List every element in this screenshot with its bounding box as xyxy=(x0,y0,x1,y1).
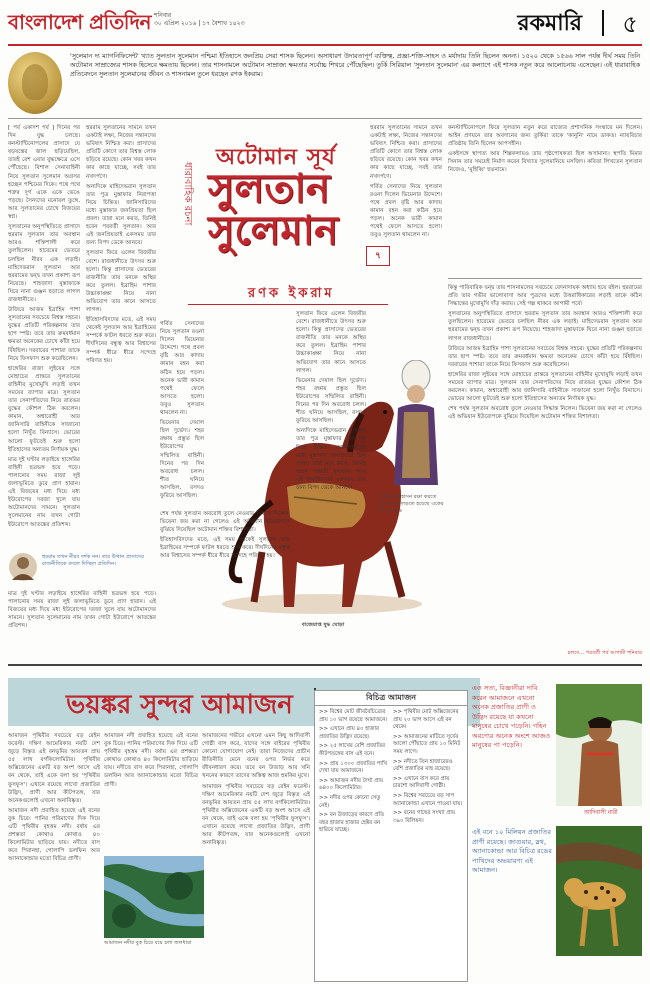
amazon-river-photo xyxy=(104,856,204,938)
article-column-1-continued xyxy=(8,590,156,652)
article-paragraph: সুলতানের অনুপস্থিতিতে প্রাসাদে হুররাম সুলতান তার অবস্থান আরও শক্তিশালী করে তুলছিলেন। হারেমের ভেতরে চলছিল নীরব এক লড়াই। মাহিদেভরান সুলতান আর হুররামের দ্বন্দ্ব তখন প্রকাশ্য রূপ নিয়েছে। শাহজাদা মুস্তাফাকে ঘিরে নানা গুঞ্জন ছড়াতে লাগল রাজধানীতে। xyxy=(448,311,642,342)
dateline xyxy=(154,12,244,28)
fact-item: >> ২৫ লাখের বেশি প্রজাতির কীটপতঙ্গের বাস এই বনে। xyxy=(319,743,386,757)
fact-item: >> নদীর ওপর কোনো সেতু নেই। xyxy=(319,794,381,809)
article-paragraph: আমাজন পৃথিবীর সবচেয়ে বড় রেইন ফরেস্ট। দক্ষিণ আমেরিকার নয়টি দেশ জুড়ে বিস্তৃত এই বনভূমির আয়তন প্রায় ৫৫ লাখ বর্গকিলোমিটার। পৃথিবীর অক্সিজেনের একটি বড় অংশ আসে এই বন থেকে, তাই একে বলা হয় 'পৃথিবীর ফুসফুস'। এখানে রয়েছে লাখো প্রজাতির উদ্ভিদ, প্রাণী আর কীটপতঙ্গ, যার অনেকগুলোই এখনো অনাবিষ্কৃত। xyxy=(202,783,310,847)
byline-rule xyxy=(188,304,388,305)
quote-box xyxy=(8,550,156,584)
tribe-credit: আদিবাসী নারী xyxy=(584,810,618,816)
horse-caption: বাজেয়াপ্ত যুদ্ধ ঘোড়া xyxy=(301,622,345,628)
feature-middle-column xyxy=(296,310,366,650)
article-paragraph: মাত্র দুই ঘণ্টার লড়াইয়ে হাঙ্গেরির বাহিনী ছত্রভঙ্গ হয়ে পড়ে। পালানোর সময় রাজা লুই জলাভূমিতে ডুবে প্রাণ হারান। এই বিজয়ের মধ্য দিয়ে মধ্য ইউরোপের দরজা খুলে যায় অটোমানদের সামনে। সুলতান সুলেমানের নাম তখন গোটা ইউরোপে আতঙ্কের প্রতিশব্দ। xyxy=(8,456,80,528)
intro-divider xyxy=(8,118,642,119)
facts-box xyxy=(314,690,468,982)
article-paragraph: সুলতান ফিরে এলেন বিজয়ীর বেশে। রাজধানীতে উৎসব শুরু হলো। কিন্তু প্রাসাদের ভেতরের রাজনীতি তার মনকে অস্থির করে তুলল। ইব্রাহিম পাশার উচ্চাকাঙ্ক্ষা নিয়ে নানা অভিযোগ তার কানে আসতে লাগল। xyxy=(296,311,366,374)
page-number: ৫ xyxy=(622,10,638,38)
amazon-column-3 xyxy=(202,732,310,980)
feature-byline: রণক ইকরাম xyxy=(248,286,335,301)
header-divider xyxy=(602,10,604,36)
article-paragraph: ভিয়েনার দেয়াল ছিল দুর্ভেদ্য। শহর রক্ষায় প্রস্তুত ছিল ইউরোপের সম্মিলিত বাহিনী। দিনের পর দিন অবরোধ চলল। শীত ঘনিয়ে আসছিল, রসদও ফুরিয়ে আসছিল। xyxy=(296,377,366,425)
feature-title: সুলতান সুলেমান xyxy=(208,165,338,254)
article-paragraph: অন্যদিকে মাহিদেভরান সুলতান তার পুত্র মুস্তাফার নিরাপত্তা নিয়ে চিন্তিত। জানিসারিদের মধ্যে মুস্তাফার জনপ্রিয়তা ছিল প্রবল। তারা মনে করত, তিনিই হবেন পরবর্তী সুলতান। আর এই জনপ্রিয়তাই একসময় তার জন্য বিপদ ডেকে আনবে। xyxy=(296,428,366,491)
red-caption: এও সত্য, বিজ্ঞানীরা দাবি করেন আমাজনে এখনো অনেক প্রজাতির প্রাণী ও উদ্ভিদ রয়েছে যা কখনো মানুষের চোখে পড়েনি। গহিন অরণ্যের অনেক অংশে আজও মানুষের পা পড়েনি। xyxy=(472,684,551,749)
page-header xyxy=(8,6,642,46)
fact-item: >> বনের গাছের সংখ্যা প্রায় ৩৯০ বিলিয়ন। xyxy=(393,810,456,824)
feature-lower-column xyxy=(160,510,290,650)
article-paragraph: হাঙ্গেরির রাজা লুইয়ের সঙ্গে মোহাচের প্রান্তরে সুলতানের বাহিনীর মুখোমুখি লড়াই তখন সময়ের ব্যাপার মাত্র। সুলতান তার সেনাপতিদের নিয়ে রাতভর যুদ্ধের কৌশল ঠিক করলেন। কামান, অশ্বারোহী আর জানিসারি বাহিনীকে সাজানো হলো নিখুঁত বিন্যাসে। ভোরের আলো ফুটতেই শুরু হলো ইতিহাসের অন্যতম নির্ণায়ক যুদ্ধ। xyxy=(8,365,80,453)
fact-item: >> আমাজন নদীর দৈর্ঘ্য প্রায় ৬৪০০ কিলোমিটার। xyxy=(319,777,383,792)
article-paragraph: হুররাম সুলতানের সামনে তখন একটাই লক্ষ্য, নিজের সন্তানদের ভবিষ্যৎ নিশ্চিত করা। প্রাসাদের প্রতিটি কোণে তার বিশ্বস্ত লোক ছড়িয়ে রয়েছে। কোন খবর কখন কার কাছে যাচ্ছে, সবই তার নখদর্পণে। xyxy=(370,125,442,180)
fact-item: >> বিশ্বের মোট জীববৈচিত্র্যের প্রায় ১০ ভাগ রয়েছে আমাজনে। xyxy=(319,709,388,723)
sultan-figure-illustration xyxy=(388,360,444,490)
feature-series-label: ধারাবাহিক রচনা xyxy=(182,162,193,226)
amazon-column-2 xyxy=(104,732,198,852)
section-separator xyxy=(8,664,642,666)
fact-item: >> আমাজনের মাটিতে সূর্যের আলো পৌঁছাতে প্রায় ১০ মিনিট সময় লাগে। xyxy=(393,733,461,755)
continued-note: চলবে... পরবর্তী পর্ব আগামী শনিবার xyxy=(567,650,642,656)
article-paragraph: [ পর্ব একাদশ পর্ব ] দিনের পর দিন যুদ্ধ চলছে। কনস্টান্টিনোপলের প্রাসাদে যে ষড়যন্ত্রের জাল ছড়িয়েছিল, তারই রেশ এবার যুদ্ধক্ষেত্রে এসে পৌঁছেছে। বিশাল সেনাবাহিনী নিয়ে সুলতান সুলেমান অগ্রসর হচ্ছেন পশ্চিমের দিকে। পথে পথে শত্রুর দুর্গ একে একে ভেঙে পড়ছে। সৈন্যদের মনোবল তুঙ্গে, আর সুলতানের চোখে বিজয়ের স্বপ্ন। xyxy=(8,125,80,221)
article-column-1 xyxy=(8,124,80,544)
column-divider xyxy=(448,278,642,279)
intro-text: 'সুলেমান দ্য ম্যাগনিফিসেন্ট' খ্যাত সুলতান সুলেমান পশ্চিমা ইতিহাসে জনপ্রিয় সেরা শাসক ছিলেন। অসাধারণ উদারতাপূর্ণ ব্যক্তিত্ব, প্রজ্ঞা-শক্তি-সাহস ও মর্যাদায় তিনি ছিলেন অনন্য। ১৫২০ থেকে ১৫৬৬ সাল পর্যন্ত দীর্ঘ সময় তিনি অটোমান সাম্রাজ্যের শাসক হিসেবে ক্ষমতায় ছিলেন। তার শাসনামলে অটোমান সাম্রাজ্য ক্ষমতার সর্বোচ্চ শিখরে পৌঁছেছিল। তুর্কি সিরিয়াল 'সুলতান সুলেমান' এর কল্যাণে এই শাসক নতুন করে আলোচনায় এসেছেন। এই ধারাবাহিক প্রতিবেদনে সুলতান সুলেমানের জীবন ও শাসনামল তুলে ধরছেন রণক ইকরাম। xyxy=(70,53,640,78)
feature-right-column xyxy=(370,124,442,320)
blue-caption: এই বনে ১০ মিলিয়ন প্রজাতির প্রাণী রয়েছে। জাগুয়ার, স্লথ, অ্যানাকোন্ডা আর বিচিত্র রঙের পাখিদের অভয়ারণ্য এই আমাজন। xyxy=(472,828,552,874)
article-paragraph: অন্যদিকে মাহিদেভরান সুলতান তার পুত্র মুস্তাফার নিরাপত্তা নিয়ে চিন্তিত। জানিসারিদের মধ্যে মুস্তাফার জনপ্রিয়তা ছিল প্রবল। তারা মনে করত, তিনিই হবেন পরবর্তী সুলতান। আর এই জনপ্রিয়তাই একসময় তার জন্য বিপদ ডেকে আনবে। xyxy=(86,183,156,247)
article-paragraph: কিন্তু পারিবারিক দ্বন্দ্ব তার শাসনামলের সবচেয়ে বেদনাদায়ক অধ্যায় হয়ে রইল। হুররামের প্রতি তার গভীর ভালোবাসা আর পুত্রদের মধ্যে উত্তরাধিকারের লড়াই তাকে কঠিন সিদ্ধান্তের মুখোমুখি দাঁড় করায়। সেই গল্প থাকবে আগামী পর্বে। xyxy=(448,285,642,308)
fact-item: >> এখানে প্রায় ৪০ হাজার প্রজাতির উদ্ভিদ রয়েছে। xyxy=(319,726,379,740)
article-paragraph: আমাজন নদী প্রবাহিত হয়েছে এই বনের বুক চিরে। পানির পরিমাণের দিক দিয়ে এটি পৃথিবীর বৃহত্তম নদী। বর্ষায় এর প্রশস্ততা কোথাও কোথাও ৪০ কিলোমিটার ছাড়িয়ে যায়। নদীতে বাস করে পিরানহা, গোলাপি ডলফিন আর অ্যানাকোন্ডার মতো বিচিত্র প্রাণী। xyxy=(104,733,198,788)
article-paragraph: মাত্র দুই ঘণ্টার লড়াইয়ে হাঙ্গেরির বাহিনী ছত্রভঙ্গ হয়ে পড়ে। পালানোর সময় রাজা লুই জলাভূমিতে ডুবে প্রাণ হারান। এই বিজয়ের মধ্য দিয়ে মধ্য ইউরোপের দরজা খুলে যায় অটোমানদের সামনে। সুলতান সুলেমানের নাম তখন গোটা ইউরোপে আতঙ্কের প্রতিশব্দ। xyxy=(8,591,156,630)
article-paragraph: শেষ পর্যন্ত সুলতান অবরোধ তুলে নেওয়ার সিদ্ধান্ত নিলেন। ভিয়েনা জয় করা না গেলেও এই অভিযান ইউরোপকে বুঝিয়ে দিয়েছিল অটোমান শক্তির বিশালতা। xyxy=(160,511,290,534)
amazon-title: ভয়ঙ্কর সুন্দর আমাজন xyxy=(66,690,293,720)
article-paragraph: উজিরে আজম ইব্রাহিম পাশা সুলতানের সবচেয়ে বিশ্বস্ত সহচর। যুদ্ধের প্রতিটি পরিকল্পনায় তার ছাপ স্পষ্ট। তবে তার ক্রমবর্ধমান ক্ষমতা অনেকের চোখে কাঁটা হয়ে বিঁধছিল। দরবারের পাশারা তাকে নিয়ে ফিসফাস শুরু করেছিলেন। xyxy=(8,307,80,362)
article-column-4 xyxy=(448,124,642,274)
article-paragraph: উজিরে আজম ইব্রাহিম পাশা সুলতানের সবচেয়ে বিশ্বস্ত সহচর। যুদ্ধের প্রতিটি পরিকল্পনায় তার ছাপ স্পষ্ট। তবে তার ক্রমবর্ধমান ক্ষমতা অনেকের চোখে কাঁটা হয়ে বিঁধছিল। দরবারের পাশারা তাকে নিয়ে ফিসফাস শুরু করেছিলেন। xyxy=(448,345,642,368)
article-paragraph: একইসঙ্গে স্থাপত্য আর শিল্পকলায়ও তার পৃষ্ঠপোষকতা ছিল অসামান্য। স্থপতি মিমার সিনান তার সময়েই নির্মাণ করেন বিখ্যাত সুলেমানিয়ে মসজিদ। কবিতা লিখতেন সুলতান নিজেও, 'মুহিব্বি' ছদ্মনামে। xyxy=(448,151,642,174)
coin-portrait xyxy=(22,64,48,100)
fact-item: >> পৃথিবীর মোট অক্সিজেনের প্রায় ২০ ভাগ আসে এই বন থেকে। xyxy=(393,709,459,731)
intro-block xyxy=(8,50,642,116)
article-paragraph: আমাজন পৃথিবীর সবচেয়ে বড় রেইন ফরেস্ট। দক্ষিণ আমেরিকার নয়টি দেশ জুড়ে বিস্তৃত এই বনভূমির আয়তন প্রায় ৫৫ লাখ বর্গকিলোমিটার। পৃথিবীর অক্সিজেনের একটি বড় অংশ আসে এই বন থেকে, তাই একে বলা হয় 'পৃথিবীর ফুসফুস'। এখানে রয়েছে লাখো প্রজাতির উদ্ভিদ, প্রাণী আর কীটপতঙ্গ, যার অনেকগুলোই এখনো অনাবিষ্কৃত। xyxy=(8,733,100,804)
masthead: বাংলাদেশ প্রতিদিন xyxy=(8,10,151,34)
installment-badge: ৭ xyxy=(366,246,390,266)
right-caption: সোনার সিংহাসন রক্ষা করতে সুলতানকে লড়তে হয়েছে একের পর এক যুদ্ধ xyxy=(378,494,444,514)
article-paragraph: ইতিহাসবিদদের মতে, এই সময় থেকেই সুলতান আর ইব্রাহিমের সম্পর্কে ফাটল ধরতে শুরু করে। দীর্ঘদিনের বন্ধুত্ব আর বিশ্বাসের সম্পর্ক ধীরে ধীরে সন্দেহে পরিণত হয়। xyxy=(86,317,156,364)
feature-left-column xyxy=(160,320,204,500)
article-paragraph: সুলতানের অনুপস্থিতিতে প্রাসাদে হুররাম সুলতান তার অবস্থান আরও শক্তিশালী করে তুলছিলেন। হারেমের ভেতরে চলছিল নীরব এক লড়াই। মাহিদেভরান সুলতান আর হুররামের দ্বন্দ্ব তখন প্রকাশ্য রূপ নিয়েছে। শাহজাদা মুস্তাফাকে ঘিরে নানা গুঞ্জন ছড়াতে লাগল রাজধানীতে। xyxy=(8,224,80,303)
feature-kicker: অটোমান সূর্য xyxy=(216,144,336,170)
article-column-5 xyxy=(448,284,642,644)
day-label: শনিবার xyxy=(154,12,172,19)
article-paragraph: আমাজন নদী প্রবাহিত হয়েছে এই বনের বুক চিরে। পানির পরিমাণের দিক দিয়ে এটি পৃথিবীর বৃহত্তম নদী। বর্ষায় এর প্রশস্ততা কোথাও কোথাও ৪০ কিলোমিটার ছাড়িয়ে যায়। নদীতে বাস করে পিরানহা, গোলাপি ডলফিন আর অ্যানাকোন্ডার মতো বিচিত্র প্রাণী। xyxy=(8,807,100,863)
article-paragraph: গর্বিত সেনাদের নিয়ে সুলতান রওনা দিলেন ভিয়েনার উদ্দেশে। পথে প্রবল বৃষ্টি আর কাদায় কামান বহন করা কঠিন হয়ে পড়ল। অনেক ভারী কামান পথেই ফেলে আসতে হলো। তবুও সুলতান থামলেন না। xyxy=(370,183,442,239)
quote-caption: হুররাম তখন নীরব দর্শক নন। তার উত্থান প্রাসাদের রাজনীতিকে বদলে দিচ্ছিল প্রতিদিন। xyxy=(42,554,144,567)
portrait-thumbnail-icon xyxy=(8,552,38,582)
article-paragraph: শেষ পর্যন্ত সুলতান অবরোধ তুলে নেওয়ার সিদ্ধান্ত নিলেন। ভিয়েনা জয় করা না গেলেও এই অভিযান ইউরোপকে বুঝিয়ে দিয়েছিল অটোমান শক্তির বিশালতা। xyxy=(448,406,642,421)
article-paragraph: কনস্টান্টিনোপলে ফিরে সুলতান নতুন করে রাজ্যের প্রশাসনিক সংস্কারে মন দিলেন। আইন প্রণয়নে তার অবদানের জন্য তুর্কিরা তাকে 'কানুনি' নামে ডাকত। ন্যায়বিচার প্রতিষ্ঠায় তিনি ছিলেন আপসহীন। xyxy=(448,125,642,148)
article-column-2 xyxy=(86,124,156,544)
facts-right-list xyxy=(393,709,463,827)
article-paragraph: ইতিহাসবিদদের মতে, এই সময় থেকেই সুলতান আর ইব্রাহিমের সম্পর্কে ফাটল ধরতে শুরু করে। দীর্ঘদিনের বন্ধুত্ব আর বিশ্বাসের সম্পর্ক ধীরে ধীরে সন্দেহে পরিণত হয়। xyxy=(160,537,290,560)
article-paragraph: হুররাম সুলতানের সামনে তখন একটাই লক্ষ্য, নিজের সন্তানদের ভবিষ্যৎ নিশ্চিত করা। প্রাসাদের প্রতিটি কোণে তার বিশ্বস্ত লোক ছড়িয়ে রয়েছে। কোন খবর কখন কার কাছে যাচ্ছে, সবই তার নখদর্পণে। xyxy=(86,125,156,180)
article-paragraph: হাঙ্গেরির রাজা লুইয়ের সঙ্গে মোহাচের প্রান্তরে সুলতানের বাহিনীর মুখোমুখি লড়াই তখন সময়ের ব্যাপার মাত্র। সুলতান তার সেনাপতিদের নিয়ে রাতভর যুদ্ধের কৌশল ঠিক করলেন। কামান, অশ্বারোহী আর জানিসারি বাহিনীকে সাজানো হলো নিখুঁত বিন্যাসে। ভোরের আলো ফুটতেই শুরু হলো ইতিহাসের অন্যতম নির্ণায়ক যুদ্ধ। xyxy=(448,371,642,403)
fact-item: >> বন উজাড়ের কারণে প্রতি বছর হাজার হাজার হেক্টর বন হারিয়ে যাচ্ছে। xyxy=(319,812,385,834)
fact-item: >> এখানে বাস করে প্রায় চারশো আদিবাসী গোষ্ঠী। xyxy=(393,775,450,790)
fact-item: >> বিশ্বের সবচেয়ে বড় সাপ অ্যানাকোন্ডা এখানে পাওয়া যায়। xyxy=(393,792,463,807)
jaguar-photo xyxy=(556,826,642,956)
amazon-column-1 xyxy=(8,732,100,980)
article-paragraph: সুলতান ফিরে এলেন বিজয়ীর বেশে। রাজধানীতে উৎসব শুরু হলো। কিন্তু প্রাসাদের ভেতরের রাজনীতি তার মনকে অস্থির করে তুলল। ইব্রাহিম পাশার উচ্চাকাঙ্ক্ষা নিয়ে নানা অভিযোগ তার কানে আসতে লাগল। xyxy=(86,250,156,314)
date-label: ৩০ এপ্রিল ২০১৬ | ১৭ বৈশাখ ১৪২৩ xyxy=(154,20,245,27)
article-paragraph: আমাজনের গভীরে এখনো এমন কিছু আদিবাসী গোষ্ঠী বাস করে, যাদের সঙ্গে বাইরের পৃথিবীর কোনো যোগাযোগ নেই। তারা নিজেদের প্রাচীন রীতিনীতি মেনে বনের ওপর নির্ভর করে জীবনধারণ করে। তবে বন উজাড় আর খনি খননের কারণে তাদের অস্তিত্ব আজ হুমকির মুখে। xyxy=(202,733,310,780)
section-title: রকমারি xyxy=(517,10,582,36)
sultan-coin-image xyxy=(8,52,62,114)
article-paragraph: গর্বিত সেনাদের নিয়ে সুলতান রওনা দিলেন ভিয়েনার উদ্দেশে। পথে প্রবল বৃষ্টি আর কাদায় কামান বহন করা কঠিন হয়ে পড়ল। অনেক ভারী কামান পথেই ফেলে আসতে হলো। তবুও সুলতান থামলেন না। xyxy=(160,321,204,417)
fact-item: >> প্রায় ১৩০০ প্রজাতির পাখি দেখা যায় আমাজনে। xyxy=(319,760,387,775)
river-caption: আমাজন নদীর বুক চিরে বয়ে চলা জলধারা xyxy=(104,940,192,946)
article-paragraph: ভিয়েনার দেয়াল ছিল দুর্ভেদ্য। শহর রক্ষায় প্রস্তুত ছিল ইউরোপের সম্মিলিত বাহিনী। দিনের পর দিন অবরোধ চলল। শীত ঘনিয়ে আসছিল, রসদও ফুরিয়ে আসছিল। xyxy=(160,420,204,499)
facts-box-title: বিচিত্র আমাজন xyxy=(315,691,467,706)
fact-item: >> নদীতে তিন হাজারেরও বেশি প্রজাতির মাছ রয়েছে। xyxy=(393,758,453,773)
facts-left-list xyxy=(319,709,389,837)
tribe-woman-photo xyxy=(556,684,642,806)
